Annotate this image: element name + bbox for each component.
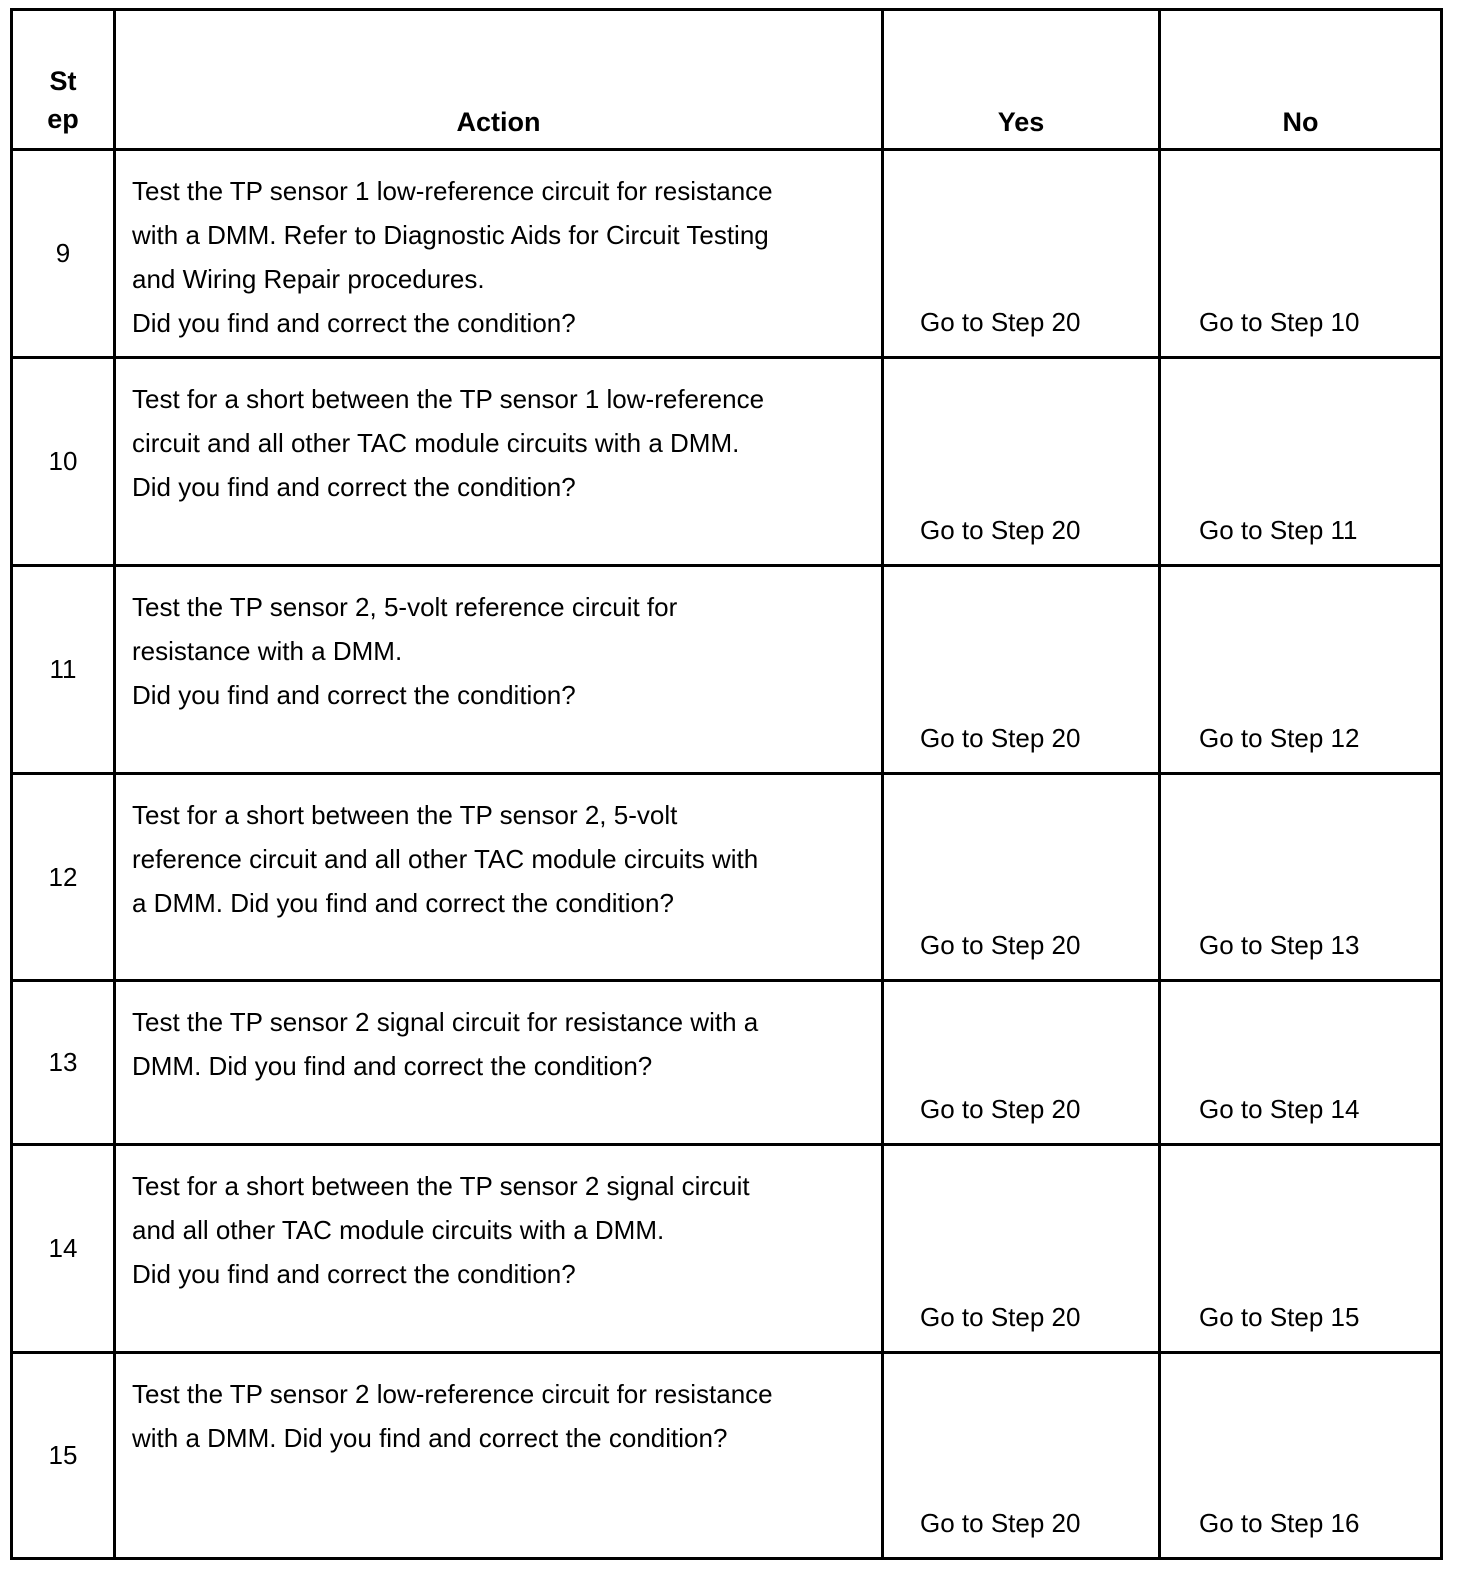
action-text — [115, 150, 883, 358]
table-row — [12, 566, 1442, 774]
action-text — [115, 774, 883, 981]
action-text — [115, 1353, 883, 1559]
action-line: Test for a short between the TP sensor 1 low-reference — [132, 384, 765, 414]
action-text — [115, 566, 883, 774]
yes-result: Go to Step 20 — [883, 566, 1160, 774]
action-line: a DMM. Did you find and correct the condition? — [132, 888, 674, 918]
action-line: Did you find and correct the condition? — [132, 308, 576, 338]
action-line: Test the TP sensor 2, 5-volt reference circuit for — [132, 592, 678, 622]
table-row — [12, 358, 1442, 566]
action-line: Test for a short between the TP sensor 2 signal circuit — [132, 1171, 750, 1201]
column-header-action: Action — [115, 10, 883, 150]
yes-result: Go to Step 20 — [883, 1353, 1160, 1559]
diagnostic-steps-table — [10, 8, 1443, 1560]
action-text — [115, 1145, 883, 1353]
step-number: 14 — [12, 1145, 115, 1353]
no-result: Go to Step 13 — [1160, 774, 1442, 981]
action-line: resistance with a DMM. — [132, 636, 403, 666]
yes-result: Go to Step 20 — [883, 774, 1160, 981]
yes-result: Go to Step 20 — [883, 981, 1160, 1145]
action-text — [115, 358, 883, 566]
action-text — [115, 981, 883, 1145]
action-line: with a DMM. Refer to Diagnostic Aids for Circuit Testing — [132, 220, 769, 250]
no-result: Go to Step 11 — [1160, 358, 1442, 566]
action-line: reference circuit and all other TAC module circuits with — [132, 844, 759, 874]
no-result: Go to Step 10 — [1160, 150, 1442, 358]
table-row — [12, 1353, 1442, 1559]
table-row — [12, 981, 1442, 1145]
action-line: Did you find and correct the condition? — [132, 1259, 576, 1289]
action-line: and all other TAC module circuits with a DMM. — [132, 1215, 665, 1245]
action-line: Did you find and correct the condition? — [132, 472, 576, 502]
table-row — [12, 1145, 1442, 1353]
action-line: and Wiring Repair procedures. — [132, 264, 485, 294]
step-number: 9 — [12, 150, 115, 358]
no-result: Go to Step 15 — [1160, 1145, 1442, 1353]
table-row — [12, 774, 1442, 981]
column-header-yes: Yes — [883, 10, 1160, 150]
no-result: Go to Step 16 — [1160, 1353, 1442, 1559]
step-header-line-1: St — [49, 66, 77, 96]
action-line: Test the TP sensor 2 signal circuit for resistance with a — [132, 1007, 759, 1037]
step-header-line-2: ep — [47, 104, 79, 134]
action-line: Test for a short between the TP sensor 2, 5-volt — [132, 800, 678, 830]
yes-result: Go to Step 20 — [883, 1145, 1160, 1353]
action-line: Test the TP sensor 1 low-reference circuit for resistance — [132, 176, 773, 206]
step-number: 15 — [12, 1353, 115, 1559]
action-line: with a DMM. Did you find and correct the condition? — [132, 1423, 728, 1453]
table-row — [12, 150, 1442, 358]
action-line: DMM. Did you find and correct the condition? — [132, 1051, 653, 1081]
no-result: Go to Step 14 — [1160, 981, 1442, 1145]
no-result: Go to Step 12 — [1160, 566, 1442, 774]
action-line: Did you find and correct the condition? — [132, 680, 576, 710]
action-line: circuit and all other TAC module circuits with a DMM. — [132, 428, 740, 458]
step-number: 11 — [12, 566, 115, 774]
step-number: 12 — [12, 774, 115, 981]
column-header-step — [12, 10, 115, 150]
yes-result: Go to Step 20 — [883, 358, 1160, 566]
step-number: 13 — [12, 981, 115, 1145]
step-number: 10 — [12, 358, 115, 566]
yes-result: Go to Step 20 — [883, 150, 1160, 358]
column-header-no: No — [1160, 10, 1442, 150]
action-line: Test the TP sensor 2 low-reference circuit for resistance — [132, 1379, 773, 1409]
header-row — [12, 10, 1442, 150]
